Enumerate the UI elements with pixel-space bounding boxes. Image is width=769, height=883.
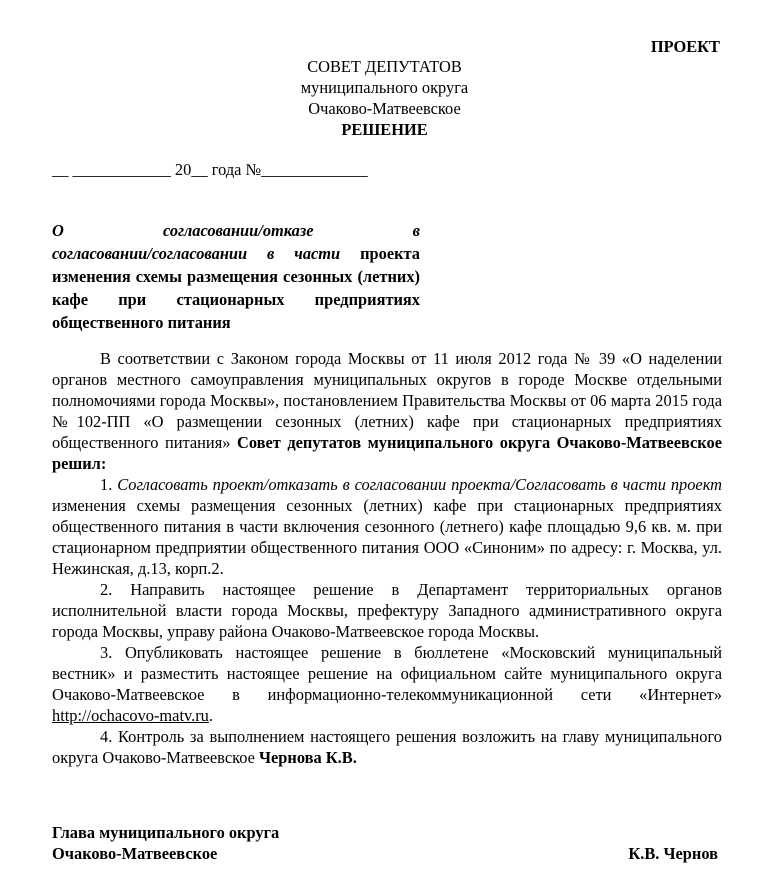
date-number-line: __ ____________ 20__ года №_____________ (52, 160, 368, 179)
item-4-bold: Чернова К.В. (259, 748, 357, 767)
document-type: РЕШЕНИЕ (341, 120, 428, 139)
district-line-2: Очаково-Матвеевское (308, 99, 461, 118)
intro-paragraph (52, 348, 722, 474)
signature-block (52, 822, 718, 864)
item-3-end: . (208, 706, 213, 725)
website-link[interactable]: http://ochacovo-matv.ru (52, 706, 209, 725)
draft-stamp: ПРОЕКТ (650, 37, 720, 56)
item-4 (52, 726, 722, 768)
council-name: СОВЕТ ДЕПУТАТОВ (307, 57, 462, 76)
intro-bold: Совет депутатов муниципального округа Очаково-Матвеевское решил: (52, 433, 723, 473)
subject-bold: проекта изменения схемы размещения сезонных (летних) кафе при стационарных предприятиях общественного питания (52, 244, 420, 332)
item-1-text: изменения схемы размещения сезонных (летних) кафе при стационарных предприятиях общественного питания в части включения сезонного (летнего) кафе площадью 9,6 кв. м. при стационарном предприятии общественного питания ООО «Синоним» по адресу: г. Москва, ул. Нежинская, д.13, корп.2. (52, 496, 722, 578)
item-3 (52, 642, 722, 726)
item-1-number: 1. (100, 475, 113, 494)
item-1-italic: Согласовать проект/отказать в согласовании проекта/Согласовать в части проект (117, 475, 722, 494)
signatory-title-2: Очаково-Матвеевское (52, 844, 218, 863)
intro-text: В соответствии с Законом города Москвы от 11 июля 2012 года № 39 «О наделении органов местного самоуправления муниципальных округов в городе Москве отдельными полномочиями города Москвы», постановлением Правительства Москвы от 06 марта 2015 года №102-ПП «О размещении сезонных (летних) кафе при стационарных предприятиях общественного питания» (52, 349, 722, 452)
signatory-title-1: Глава муниципального округа (52, 823, 280, 842)
item-3-text: 3. Опубликовать настоящее решение в бюллетене «Московский муниципальный вестник» и разместить настоящее решение на официальном сайте муниципального округа Очаково-Матвеевское в информационно-телекоммуникационной сети «Интернет» (52, 643, 722, 704)
signatory-name: К.В. Чернов (628, 844, 718, 863)
district-line-1: муниципального округа (300, 78, 469, 97)
subject-italic-b: согласовании/согласовании в части (52, 244, 341, 263)
subject-italic-a: О согласовании/отказе в (52, 221, 420, 240)
item-2: 2. Направить настоящее решение в Департамент территориальных органов исполнительной власти города Москвы, префектуру Западного административного округа города Москвы, управу района Очаково-Матвеевское города Москвы. (52, 580, 722, 641)
document-body (52, 348, 722, 768)
document-header (0, 56, 769, 140)
item-4-text: 4. Контроль за выполнением настоящего решения возложить на главу муниципального округа Очаково-Матвеевское (52, 727, 722, 767)
decision-subject (52, 219, 420, 334)
item-1 (52, 474, 722, 579)
